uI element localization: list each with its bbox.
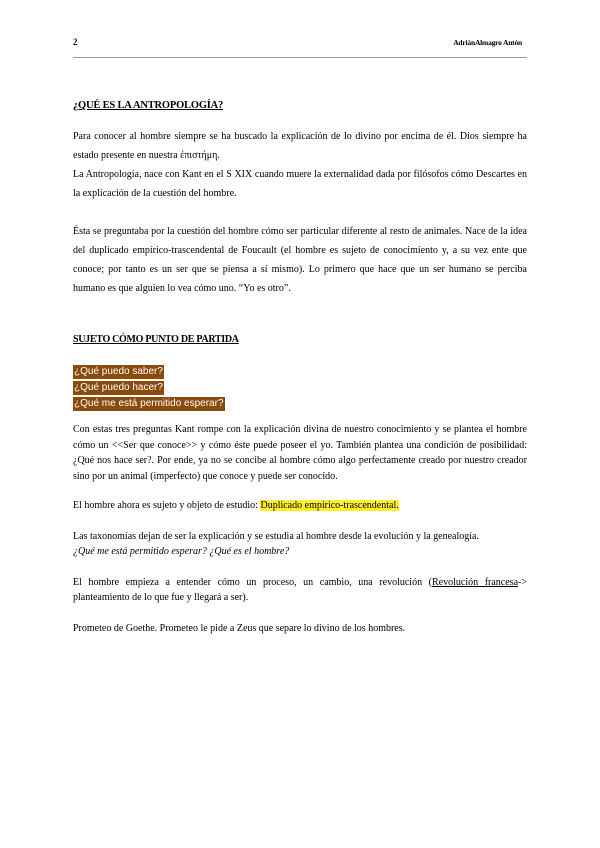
paragraph: Con estas tres preguntas Kant rompe con la explicación divina de nuestro conocimiento y se plantea el hombre cómo un <<Ser que conoce>> y cómo éste puede poseer el yo. También plantea una condición de posibilidad: ¿Qué nos hace ser?. Por ende, ya no se concibe al hombre cómo algo perfectamente creado por nuestro creador sino por un animal (imperfecto) que conoce y puede ser conocido. — [73, 424, 527, 482]
paragraph: Las taxonomías dejan de ser la explicación y se estudia al hombre desde la evolución y la genealogía. — [73, 530, 479, 542]
page-number: 2 — [73, 37, 78, 47]
header-divider — [73, 57, 527, 58]
paragraph-text: El hombre ahora es sujeto y objeto de estudio: — [73, 500, 261, 511]
author-name: AdriánAlmagro Antón — [453, 38, 522, 47]
question-highlight: ¿Qué puedo saber? — [74, 366, 163, 377]
paragraph: Ésta se preguntaba por la cuestión del hombre cómo ser particular diferente al resto de animales. Nace de la idea del duplicado empírico-trascendental de Foucault (el hombre es sujeto de conocimiento y, a su vez ente que conoce; por tanto es un ser que se piensa a sí mismo). Lo primero que hace que un ser humano se perciba humano es que alguien lo vea cómo uno. “Yo es otro”. — [73, 226, 527, 294]
paragraph: La Antropología, nace con Kant en el S XIX cuando muere la externalidad dada por filósofos cómo Descartes en la explicación de la cuestión del hombre. — [73, 169, 527, 199]
paragraph-text: El hombre empieza a entender cómo un proceso, un cambio, una revolución ( — [73, 576, 432, 588]
kant-questions-list — [73, 364, 527, 412]
document-body — [73, 96, 527, 636]
underlined-text: Revolución francesa — [432, 576, 519, 588]
section-title-antropologia: ¿QUÉ ES LA ANTROPOLOGÍA? — [73, 100, 224, 111]
question-highlight: ¿Qué puedo hacer? — [74, 382, 163, 393]
paragraph: Para conocer al hombre siempre se ha buscado la explicación de lo divino por encima de él. Dios siempre ha estado presente en nuestra ἐπιστήμη. — [73, 131, 527, 161]
paragraph — [73, 498, 527, 514]
italic-questions: ¿Qué me está permitido esperar? ¿Qué es el hombre? — [73, 546, 290, 557]
highlighted-text: Duplicado empírico-trascendental. — [260, 500, 399, 511]
paragraph-text: -> planteamiento de lo que fue y llegará a ser). — [73, 576, 527, 603]
paragraph — [73, 575, 527, 606]
paragraph: Prometeo de Goethe. Prometeo le pide a Zeus que separe lo divino de los hombres. — [73, 622, 406, 634]
section-title-sujeto: SUJETO CÓMO PUNTO DE PARTIDA — [73, 334, 239, 345]
question-highlight: ¿Qué me está permitido esperar? — [74, 398, 224, 409]
